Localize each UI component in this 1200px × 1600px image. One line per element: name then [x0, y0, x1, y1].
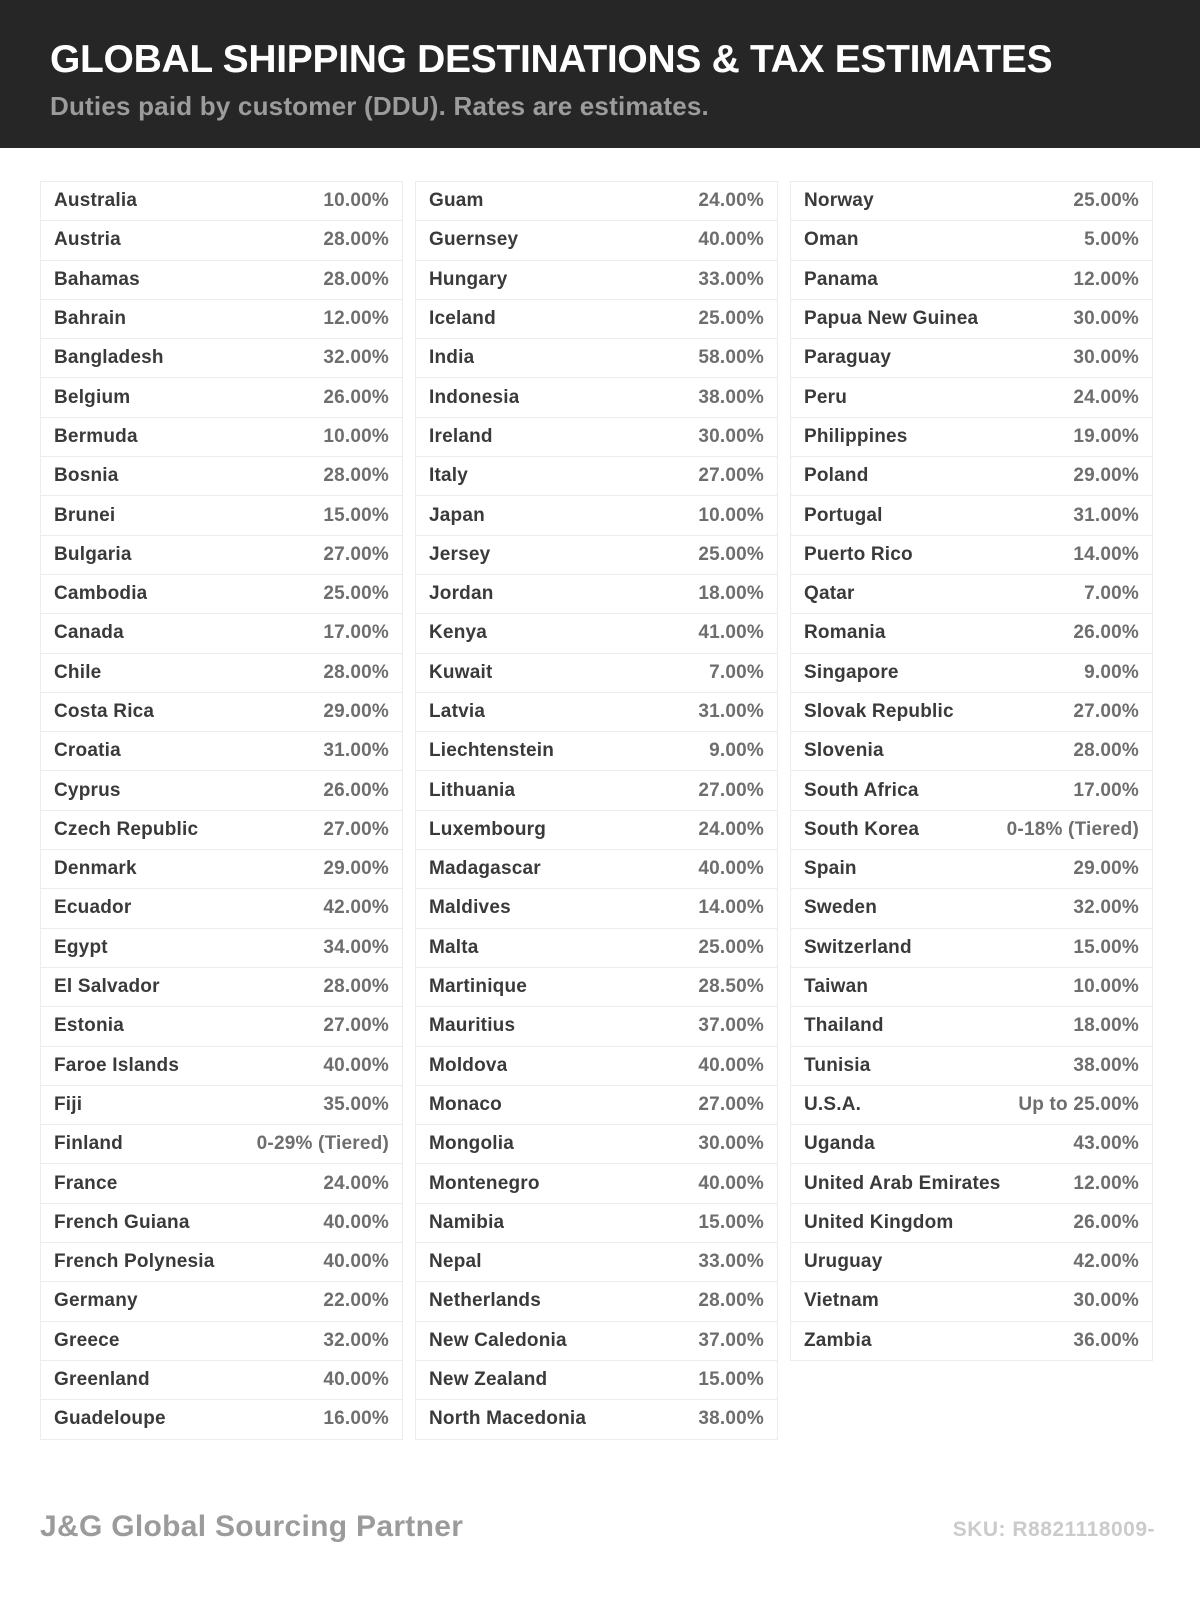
tax-rate: 5.00%	[1084, 229, 1139, 251]
table-row	[790, 888, 1153, 928]
table-row	[40, 1360, 403, 1400]
table-row	[415, 1360, 778, 1400]
table-row	[40, 1006, 403, 1046]
table-row	[790, 928, 1153, 968]
country-name: U.S.A.	[804, 1093, 862, 1115]
tax-rate: 30.00%	[1073, 1290, 1139, 1312]
table-row	[40, 1321, 403, 1361]
tax-rate: 30.00%	[698, 425, 764, 447]
table-row	[40, 456, 403, 496]
tax-rate: 12.00%	[1073, 268, 1139, 290]
table-row	[790, 1085, 1153, 1125]
tax-rate: 28.00%	[323, 465, 389, 487]
country-name: Philippines	[804, 425, 908, 447]
country-name: Taiwan	[804, 976, 869, 998]
table-row	[40, 299, 403, 339]
table-row	[40, 810, 403, 850]
table-row	[415, 220, 778, 260]
tax-rate: 15.00%	[698, 1211, 764, 1233]
table-row	[40, 338, 403, 378]
country-name: Namibia	[429, 1211, 505, 1233]
table-row	[415, 377, 778, 417]
country-name: Romania	[804, 622, 886, 644]
tax-rate: 18.00%	[1073, 1015, 1139, 1037]
table-row	[40, 417, 403, 457]
table-row	[40, 967, 403, 1007]
country-name: Madagascar	[429, 858, 541, 880]
table-row	[415, 260, 778, 300]
tax-rate: 40.00%	[323, 1369, 389, 1391]
table-row	[790, 653, 1153, 693]
country-name: El Salvador	[54, 976, 160, 998]
tax-rate: 40.00%	[323, 1054, 389, 1076]
table-row	[415, 692, 778, 732]
country-name: Brunei	[54, 504, 116, 526]
country-name: Mongolia	[429, 1133, 514, 1155]
country-name: Papua New Guinea	[804, 308, 979, 330]
country-name: Martinique	[429, 976, 528, 998]
rates-column-2	[415, 182, 778, 1440]
table-row	[415, 1124, 778, 1164]
country-name: Qatar	[804, 583, 855, 605]
country-name: United Arab Emirates	[804, 1172, 1001, 1194]
country-name: Panama	[804, 268, 879, 290]
tax-rate: 37.00%	[698, 1015, 764, 1037]
tax-rate: 30.00%	[1073, 347, 1139, 369]
country-name: Denmark	[54, 858, 137, 880]
table-row	[790, 338, 1153, 378]
tax-rate: 7.00%	[1084, 583, 1139, 605]
table-row	[40, 770, 403, 810]
country-name: Costa Rica	[54, 701, 155, 722]
country-name: French Polynesia	[54, 1251, 215, 1273]
brand-name: J&G Global Sourcing Partner	[40, 1509, 464, 1543]
country-name: Cambodia	[54, 583, 148, 605]
country-name: Faroe Islands	[54, 1054, 180, 1076]
country-name: Oman	[804, 229, 859, 251]
tax-rate: 14.00%	[1073, 543, 1139, 565]
table-row	[790, 1046, 1153, 1086]
tax-rate: 10.00%	[323, 190, 389, 212]
table-row	[415, 338, 778, 378]
tax-rate: 14.00%	[698, 897, 764, 919]
country-name: Lithuania	[429, 779, 516, 801]
country-name: New Caledonia	[429, 1329, 567, 1351]
country-name: Bahamas	[54, 268, 140, 290]
table-row	[415, 928, 778, 968]
table-row	[415, 1203, 778, 1243]
tax-rate: 0-29% (Tiered)	[256, 1133, 389, 1155]
tax-rate: 29.00%	[1073, 858, 1139, 880]
page-footer	[0, 1510, 1200, 1544]
tax-rate: 30.00%	[698, 1133, 764, 1155]
table-row	[790, 535, 1153, 575]
page-title: GLOBAL SHIPPING DESTINATIONS & TAX ESTIMATES	[50, 38, 1053, 81]
tax-rate: 28.00%	[323, 661, 389, 683]
table-row	[415, 810, 778, 850]
table-row	[415, 1163, 778, 1203]
table-row	[40, 613, 403, 653]
table-row	[790, 220, 1153, 260]
country-name: New Zealand	[429, 1369, 548, 1391]
country-name: Belgium	[54, 386, 131, 408]
table-row	[415, 1242, 778, 1282]
tax-rate: 28.00%	[323, 976, 389, 998]
tax-rate: 58.00%	[698, 347, 764, 369]
country-name: Spain	[804, 858, 857, 880]
tax-rate: 27.00%	[698, 779, 764, 801]
country-name: France	[54, 1172, 118, 1194]
tax-rate: 31.00%	[698, 701, 764, 722]
tax-rate: 27.00%	[698, 465, 764, 487]
table-row	[790, 1242, 1153, 1282]
table-row	[415, 653, 778, 693]
table-row	[415, 535, 778, 575]
tax-rate: 24.00%	[1073, 386, 1139, 408]
country-name: Bulgaria	[54, 543, 132, 565]
tax-rate: 32.00%	[1073, 897, 1139, 919]
country-name: Norway	[804, 190, 874, 212]
table-row	[415, 1006, 778, 1046]
tax-rate: 28.00%	[323, 268, 389, 290]
table-row	[415, 770, 778, 810]
table-row	[415, 1281, 778, 1321]
tax-rate: 26.00%	[1073, 622, 1139, 644]
country-name: Uruguay	[804, 1251, 883, 1273]
table-row	[40, 495, 403, 535]
table-row	[40, 731, 403, 771]
country-name: Latvia	[429, 701, 486, 722]
table-row	[790, 181, 1153, 221]
tax-rate: 42.00%	[1073, 1251, 1139, 1273]
tax-rate: 43.00%	[1073, 1133, 1139, 1155]
country-name: Hungary	[429, 268, 508, 290]
tax-rate: 29.00%	[1073, 465, 1139, 487]
table-row	[415, 849, 778, 889]
table-row	[790, 770, 1153, 810]
tax-rate: 15.00%	[1073, 936, 1139, 958]
tax-rate: 31.00%	[1073, 504, 1139, 526]
tax-rate: 25.00%	[698, 543, 764, 565]
tax-rate: 17.00%	[1073, 779, 1139, 801]
country-name: North Macedonia	[429, 1408, 587, 1430]
tax-rate: 9.00%	[1084, 661, 1139, 683]
table-row	[790, 1321, 1153, 1361]
country-name: Australia	[54, 190, 138, 212]
tax-rate: 33.00%	[698, 1251, 764, 1273]
country-name: Croatia	[54, 740, 121, 762]
tax-rate: 17.00%	[323, 622, 389, 644]
table-row	[40, 928, 403, 968]
table-row	[415, 181, 778, 221]
country-name: Jordan	[429, 583, 494, 605]
tax-rate: 29.00%	[323, 701, 389, 722]
table-row	[790, 417, 1153, 457]
tax-rate: 24.00%	[323, 1172, 389, 1194]
country-name: India	[429, 347, 475, 369]
table-row	[40, 888, 403, 928]
table-row	[790, 1163, 1153, 1203]
tax-rate: 36.00%	[1073, 1329, 1139, 1351]
country-name: Slovenia	[804, 740, 884, 762]
country-name: Italy	[429, 465, 469, 487]
table-row	[415, 888, 778, 928]
tax-rate: 27.00%	[323, 1015, 389, 1037]
tax-rate: 25.00%	[1073, 190, 1139, 212]
tax-rate: 28.50%	[698, 976, 764, 998]
tax-rate: 40.00%	[698, 858, 764, 880]
country-name: Uganda	[804, 1133, 875, 1155]
tax-rate: 27.00%	[698, 1093, 764, 1115]
page-header	[0, 0, 1200, 148]
country-name: Austria	[54, 229, 121, 251]
country-name: Fiji	[54, 1093, 83, 1115]
table-row	[790, 299, 1153, 339]
table-row	[790, 731, 1153, 771]
country-name: Finland	[54, 1133, 123, 1155]
tax-rate: 40.00%	[698, 1172, 764, 1194]
tax-rate: 7.00%	[709, 661, 764, 683]
country-name: Peru	[804, 386, 848, 408]
tax-rate: 35.00%	[323, 1093, 389, 1115]
country-name: South Africa	[804, 779, 919, 801]
table-row	[790, 495, 1153, 535]
country-name: Nepal	[429, 1251, 482, 1273]
table-row	[40, 1399, 403, 1439]
tax-rate: 41.00%	[698, 622, 764, 644]
country-name: Maldives	[429, 897, 511, 919]
country-name: Guam	[429, 190, 484, 212]
country-name: Japan	[429, 504, 485, 526]
country-name: Bermuda	[54, 425, 138, 447]
table-row	[790, 260, 1153, 300]
table-row	[415, 1321, 778, 1361]
country-name: Singapore	[804, 661, 899, 683]
table-row	[40, 692, 403, 732]
table-row	[40, 1085, 403, 1125]
table-row	[40, 1124, 403, 1164]
table-row	[40, 849, 403, 889]
country-name: Tunisia	[804, 1054, 871, 1076]
table-row	[415, 1046, 778, 1086]
tax-rate: 38.00%	[1073, 1054, 1139, 1076]
country-name: Poland	[804, 465, 869, 487]
country-name: Chile	[54, 661, 102, 683]
country-name: Germany	[54, 1290, 138, 1312]
table-row	[415, 574, 778, 614]
table-row	[40, 260, 403, 300]
country-name: Mauritius	[429, 1015, 516, 1037]
country-name: Liechtenstein	[429, 740, 555, 762]
page-subtitle: Duties paid by customer (DDU). Rates are estimates.	[50, 91, 709, 121]
table-row	[790, 1006, 1153, 1046]
table-row	[415, 1085, 778, 1125]
country-name: Bosnia	[54, 465, 119, 487]
table-row	[415, 495, 778, 535]
tax-rate: 15.00%	[698, 1369, 764, 1391]
country-name: Zambia	[804, 1329, 872, 1351]
country-name: Paraguay	[804, 347, 892, 369]
table-row	[40, 1281, 403, 1321]
table-row	[790, 849, 1153, 889]
rates-table	[0, 148, 1200, 1440]
country-name: Canada	[54, 622, 124, 644]
tax-rate: 9.00%	[709, 740, 764, 762]
tax-rate: 26.00%	[323, 779, 389, 801]
table-row	[790, 613, 1153, 653]
country-name: Bahrain	[54, 308, 127, 330]
country-name: Kuwait	[429, 661, 493, 683]
table-row	[790, 574, 1153, 614]
table-row	[415, 731, 778, 771]
country-name: Switzerland	[804, 936, 912, 958]
tax-rate: 18.00%	[698, 583, 764, 605]
country-name: Bangladesh	[54, 347, 164, 369]
tax-rate: 28.00%	[698, 1290, 764, 1312]
tax-rate: 25.00%	[698, 308, 764, 330]
country-name: Guernsey	[429, 229, 519, 251]
table-row	[415, 1399, 778, 1439]
tax-rate: 29.00%	[323, 858, 389, 880]
table-row	[415, 417, 778, 457]
table-row	[790, 1281, 1153, 1321]
table-row	[790, 967, 1153, 1007]
table-row	[790, 692, 1153, 732]
rates-column-1	[40, 182, 403, 1440]
country-name: Guadeloupe	[54, 1408, 166, 1430]
country-name: French Guiana	[54, 1211, 190, 1233]
tax-rate: 0-18% (Tiered)	[1006, 818, 1139, 840]
table-row	[40, 574, 403, 614]
table-row	[790, 810, 1153, 850]
country-name: Ecuador	[54, 897, 132, 919]
tax-rate: Up to 25.00%	[1018, 1093, 1139, 1115]
tax-rate: 40.00%	[323, 1211, 389, 1233]
country-name: Ireland	[429, 425, 493, 447]
table-row	[40, 1203, 403, 1243]
table-row	[40, 1046, 403, 1086]
table-row	[40, 1242, 403, 1282]
tax-rate: 26.00%	[1073, 1211, 1139, 1233]
tax-rate: 10.00%	[323, 425, 389, 447]
country-name: Luxembourg	[429, 818, 547, 840]
country-name: Vietnam	[804, 1290, 879, 1312]
tax-rate: 32.00%	[323, 347, 389, 369]
country-name: United Kingdom	[804, 1211, 954, 1233]
country-name: Sweden	[804, 897, 877, 919]
tax-rate: 10.00%	[698, 504, 764, 526]
country-name: Portugal	[804, 504, 883, 526]
table-row	[40, 220, 403, 260]
tax-rate: 26.00%	[323, 386, 389, 408]
table-row	[790, 1124, 1153, 1164]
country-name: Thailand	[804, 1015, 884, 1037]
country-name: Cyprus	[54, 779, 121, 801]
tax-rate: 16.00%	[323, 1408, 389, 1430]
tax-rate: 22.00%	[323, 1290, 389, 1312]
country-name: Egypt	[54, 936, 108, 958]
tax-rate: 25.00%	[323, 583, 389, 605]
tax-rate: 38.00%	[698, 386, 764, 408]
table-row	[40, 181, 403, 221]
tax-rate: 32.00%	[323, 1329, 389, 1351]
tax-rate: 37.00%	[698, 1329, 764, 1351]
tax-rate: 30.00%	[1073, 308, 1139, 330]
country-name: South Korea	[804, 818, 920, 840]
tax-rate: 33.00%	[698, 268, 764, 290]
table-row	[40, 1163, 403, 1203]
sku-label: SKU: R8821118009-	[952, 1517, 1155, 1541]
country-name: Netherlands	[429, 1290, 542, 1312]
tax-rate: 24.00%	[698, 818, 764, 840]
tax-rate: 27.00%	[323, 543, 389, 565]
country-name: Greece	[54, 1329, 120, 1351]
tax-rate: 40.00%	[698, 229, 764, 251]
country-name: Slovak Republic	[804, 701, 954, 722]
tax-rate: 34.00%	[323, 936, 389, 958]
tax-rate: 40.00%	[323, 1251, 389, 1273]
table-row	[790, 377, 1153, 417]
country-name: Indonesia	[429, 386, 520, 408]
table-row	[40, 377, 403, 417]
table-row	[415, 456, 778, 496]
table-row	[415, 613, 778, 653]
country-name: Puerto Rico	[804, 543, 913, 565]
country-name: Moldova	[429, 1054, 508, 1076]
tax-rate: 28.00%	[323, 229, 389, 251]
country-name: Monaco	[429, 1093, 502, 1115]
country-name: Jersey	[429, 543, 491, 565]
table-row	[415, 967, 778, 1007]
rates-column-3	[790, 182, 1153, 1361]
country-name: Malta	[429, 936, 479, 958]
table-row	[790, 456, 1153, 496]
tax-rate: 31.00%	[323, 740, 389, 762]
tax-rate: 27.00%	[323, 818, 389, 840]
country-name: Kenya	[429, 622, 488, 644]
tax-rate: 38.00%	[698, 1408, 764, 1430]
tax-rate: 12.00%	[1073, 1172, 1139, 1194]
tax-rate: 42.00%	[323, 897, 389, 919]
country-name: Greenland	[54, 1369, 150, 1391]
country-name: Estonia	[54, 1015, 125, 1037]
table-row	[415, 299, 778, 339]
tax-rate: 12.00%	[323, 308, 389, 330]
tax-rate: 40.00%	[698, 1054, 764, 1076]
tax-rate: 24.00%	[698, 190, 764, 212]
tax-rate: 28.00%	[1073, 740, 1139, 762]
tax-rate: 10.00%	[1073, 976, 1139, 998]
country-name: Czech Republic	[54, 818, 199, 840]
table-row	[40, 535, 403, 575]
tax-rate: 25.00%	[698, 936, 764, 958]
table-row	[790, 1203, 1153, 1243]
tax-rate: 19.00%	[1073, 425, 1139, 447]
tax-rate: 27.00%	[1073, 701, 1139, 722]
country-name: Montenegro	[429, 1172, 540, 1194]
tax-rate: 15.00%	[323, 504, 389, 526]
country-name: Iceland	[429, 308, 496, 330]
table-row	[40, 653, 403, 693]
